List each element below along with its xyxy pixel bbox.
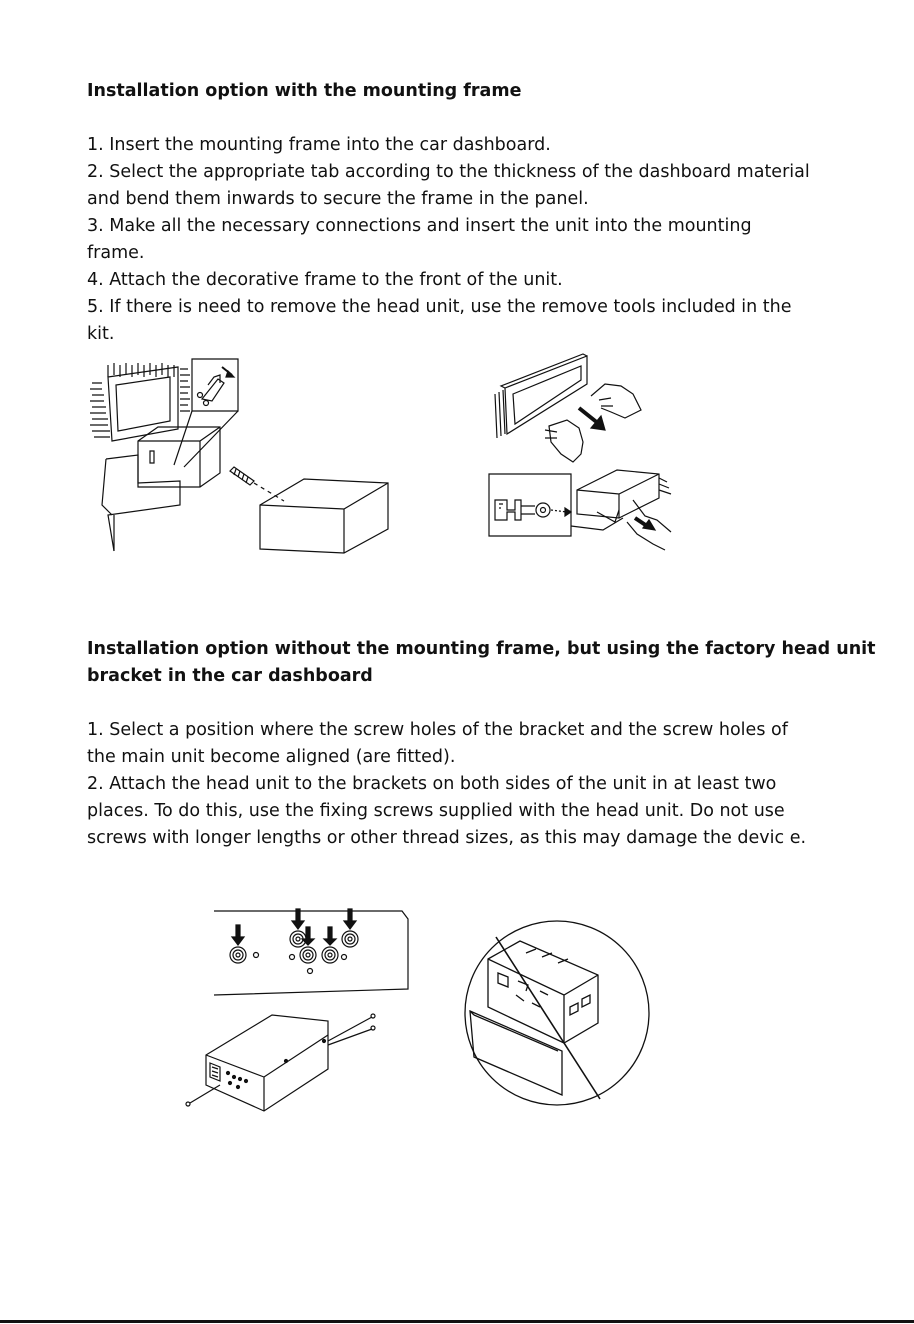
section1-heading: Installation option with the mounting frame: [87, 81, 522, 101]
screw-hole-icon: [300, 947, 316, 963]
instruction-line: screws with longer lengths or other thread sizes, as this may damage the devic e.: [87, 828, 807, 848]
screw-hole-icon: [230, 947, 246, 963]
instruction-line: kit.: [87, 324, 115, 344]
dashboard-hatching: [90, 363, 190, 437]
instruction-line: 3. Make all the necessary connections and insert the unit into the mounting: [87, 216, 752, 236]
head-unit-box: [206, 1015, 328, 1111]
screw-hole-icon: [322, 947, 338, 963]
page-bottom-rule: [0, 1320, 914, 1323]
instruction-line: and bend them inwards to secure the frame in the panel.: [87, 189, 589, 209]
instruction-line: frame.: [87, 243, 145, 263]
decorative-frame: [495, 354, 587, 438]
instruction-line: 5. If there is need to remove the head unit, use the remove tools included in the: [87, 297, 792, 317]
instruction-line: 2. Attach the head unit to the brackets on both sides of the unit in at least two: [87, 774, 777, 794]
instruction-line: 4. Attach the decorative frame to the front of the unit.: [87, 270, 563, 290]
bracket-screw-holes-illustration: [180, 905, 415, 1115]
instruction-line: 1. Select a position where the screw holes of the bracket and the screw holes of: [87, 720, 788, 740]
head-unit-box: [577, 470, 671, 518]
section2-heading-line: bracket in the car dashboard: [87, 666, 373, 686]
crossed-out-frame-illustration: [460, 915, 655, 1113]
mounting-frame-illustration: [88, 355, 418, 555]
instruction-line: the main unit become aligned (are fitted).: [87, 747, 456, 767]
head-unit-removal-illustration: [487, 350, 697, 555]
head-unit-box: [260, 479, 388, 553]
section2-heading: [87, 636, 876, 690]
section2-instructions: [87, 717, 806, 852]
prohibition-circle: [465, 921, 649, 1105]
screw-hole-icon: [342, 931, 358, 947]
remove-tool-inset: [495, 500, 550, 520]
section1-instructions: [87, 132, 810, 348]
screw-icon: [230, 467, 254, 485]
instruction-line: places. To do this, use the fixing screws supplied with the head unit. Do not use: [87, 801, 785, 821]
instruction-line: 2. Select the appropriate tab according to the thickness of the dashboard material: [87, 162, 810, 182]
instruction-line: 1. Insert the mounting frame into the car dashboard.: [87, 135, 551, 155]
arrow-down-icon: [232, 909, 356, 945]
section2-heading-line: Installation option without the mounting frame, but using the factory head unit: [87, 639, 876, 659]
